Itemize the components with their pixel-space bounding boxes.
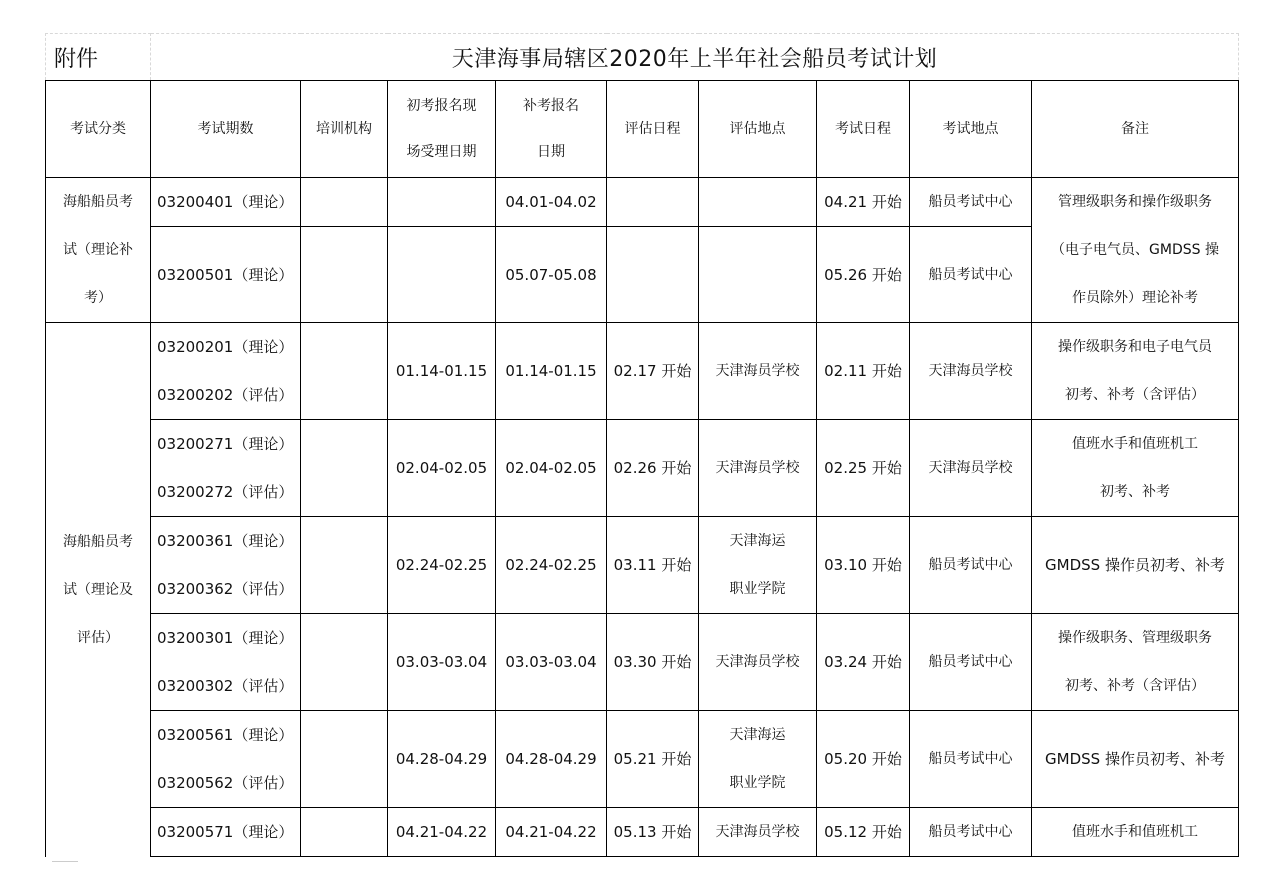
exam-date-cell: 05.20 开始 <box>817 711 910 808</box>
table-row <box>46 178 1239 227</box>
evaluation-place-cell: 天津海员学校 <box>699 614 817 711</box>
exam-date-cell: 05.12 开始 <box>817 808 910 857</box>
category-cell: 海船船员考 试（理论补 考） <box>46 178 151 323</box>
remark-cell: 值班水手和值班机工 <box>1032 808 1239 857</box>
period-cell: 03200271（理论） 03200272（评估） <box>151 420 301 517</box>
institution-cell <box>301 178 388 227</box>
exam-date-cell: 04.21 开始 <box>817 178 910 227</box>
exam-place-cell: 船员考试中心 <box>910 227 1032 323</box>
header-institution: 培训机构 <box>301 81 388 178</box>
evaluation-place-cell <box>699 227 817 323</box>
institution-cell <box>301 420 388 517</box>
evaluation-date-cell: 05.13 开始 <box>607 808 699 857</box>
supplementary-registration-cell: 02.04-02.05 <box>496 420 607 517</box>
institution-cell <box>301 808 388 857</box>
institution-cell <box>301 711 388 808</box>
evaluation-date-cell <box>607 178 699 227</box>
exam-place-cell: 船员考试中心 <box>910 614 1032 711</box>
header-row <box>46 81 1239 178</box>
evaluation-place-cell: 天津海员学校 <box>699 323 817 420</box>
header-period: 考试期数 <box>151 81 301 178</box>
evaluation-date-cell: 03.11 开始 <box>607 517 699 614</box>
exam-plan-table <box>45 33 1239 857</box>
period-cell: 03200201（理论） 03200202（评估） <box>151 323 301 420</box>
remark-cell: GMDSS 操作员初考、补考 <box>1032 517 1239 614</box>
supplementary-registration-cell: 03.03-03.04 <box>496 614 607 711</box>
exam-date-cell: 03.24 开始 <box>817 614 910 711</box>
exam-date-cell: 05.26 开始 <box>817 227 910 323</box>
period-cell: 03200301（理论） 03200302（评估） <box>151 614 301 711</box>
header-evaluation-place: 评估地点 <box>699 81 817 178</box>
institution-cell <box>301 323 388 420</box>
supplementary-registration-cell: 04.21-04.22 <box>496 808 607 857</box>
remark-cell: 操作级职务、管理级职务 初考、补考（含评估） <box>1032 614 1239 711</box>
evaluation-date-cell <box>607 227 699 323</box>
period-cell: 03200361（理论） 03200362（评估） <box>151 517 301 614</box>
header-exam-date: 考试日程 <box>817 81 910 178</box>
institution-cell <box>301 517 388 614</box>
table-row <box>46 614 1239 711</box>
remark-cell: 管理级职务和操作级职务 （电子电气员、GMDSS 操 作员除外）理论补考 <box>1032 178 1239 323</box>
category-cell: 海船船员考 试（理论及 评估） <box>46 323 151 857</box>
exam-place-cell: 船员考试中心 <box>910 517 1032 614</box>
evaluation-place-cell: 天津海运 职业学院 <box>699 517 817 614</box>
first-registration-cell: 01.14-01.15 <box>388 323 496 420</box>
exam-place-cell: 船员考试中心 <box>910 178 1032 227</box>
remark-cell: 值班水手和值班机工 初考、补考 <box>1032 420 1239 517</box>
exam-date-cell: 02.25 开始 <box>817 420 910 517</box>
period-cell: 03200561（理论） 03200562（评估） <box>151 711 301 808</box>
table-row <box>46 420 1239 517</box>
remark-cell: GMDSS 操作员初考、补考 <box>1032 711 1239 808</box>
institution-cell <box>301 227 388 323</box>
header-remark: 备注 <box>1032 81 1239 178</box>
evaluation-date-cell: 02.26 开始 <box>607 420 699 517</box>
table-row <box>46 323 1239 420</box>
header-category: 考试分类 <box>46 81 151 178</box>
first-registration-cell: 04.21-04.22 <box>388 808 496 857</box>
first-registration-cell: 02.24-02.25 <box>388 517 496 614</box>
supplementary-registration-cell: 05.07-05.08 <box>496 227 607 323</box>
first-registration-cell <box>388 227 496 323</box>
exam-place-cell: 天津海员学校 <box>910 420 1032 517</box>
supplementary-registration-cell: 02.24-02.25 <box>496 517 607 614</box>
table-row <box>46 808 1239 857</box>
remark-cell: 操作级职务和电子电气员 初考、补考（含评估） <box>1032 323 1239 420</box>
supplementary-registration-cell: 01.14-01.15 <box>496 323 607 420</box>
period-cell: 03200401（理论） <box>151 178 301 227</box>
table-row <box>46 517 1239 614</box>
period-cell: 03200571（理论） <box>151 808 301 857</box>
evaluation-place-cell: 天津海员学校 <box>699 420 817 517</box>
evaluation-place-cell <box>699 178 817 227</box>
attachment-label: 附件 <box>46 34 151 81</box>
exam-date-cell: 03.10 开始 <box>817 517 910 614</box>
evaluation-date-cell: 05.21 开始 <box>607 711 699 808</box>
table-row <box>46 711 1239 808</box>
evaluation-place-cell: 天津海运 职业学院 <box>699 711 817 808</box>
exam-date-cell: 02.11 开始 <box>817 323 910 420</box>
first-registration-cell: 02.04-02.05 <box>388 420 496 517</box>
institution-cell <box>301 614 388 711</box>
first-registration-cell: 03.03-03.04 <box>388 614 496 711</box>
exam-place-cell: 船员考试中心 <box>910 808 1032 857</box>
first-registration-cell: 04.28-04.29 <box>388 711 496 808</box>
header-evaluation-date: 评估日程 <box>607 81 699 178</box>
exam-place-cell: 天津海员学校 <box>910 323 1032 420</box>
exam-place-cell: 船员考试中心 <box>910 711 1032 808</box>
header-exam-place: 考试地点 <box>910 81 1032 178</box>
document-title: 天津海事局辖区2020年上半年社会船员考试计划 <box>151 34 1239 81</box>
evaluation-place-cell: 天津海员学校 <box>699 808 817 857</box>
header-supplementary-registration: 补考报名 日期 <box>496 81 607 178</box>
evaluation-date-cell: 03.30 开始 <box>607 614 699 711</box>
header-first-registration: 初考报名现 场受理日期 <box>388 81 496 178</box>
first-registration-cell <box>388 178 496 227</box>
supplementary-registration-cell: 04.01-04.02 <box>496 178 607 227</box>
page-corner-mark <box>52 861 78 862</box>
supplementary-registration-cell: 04.28-04.29 <box>496 711 607 808</box>
evaluation-date-cell: 02.17 开始 <box>607 323 699 420</box>
period-cell: 03200501（理论） <box>151 227 301 323</box>
